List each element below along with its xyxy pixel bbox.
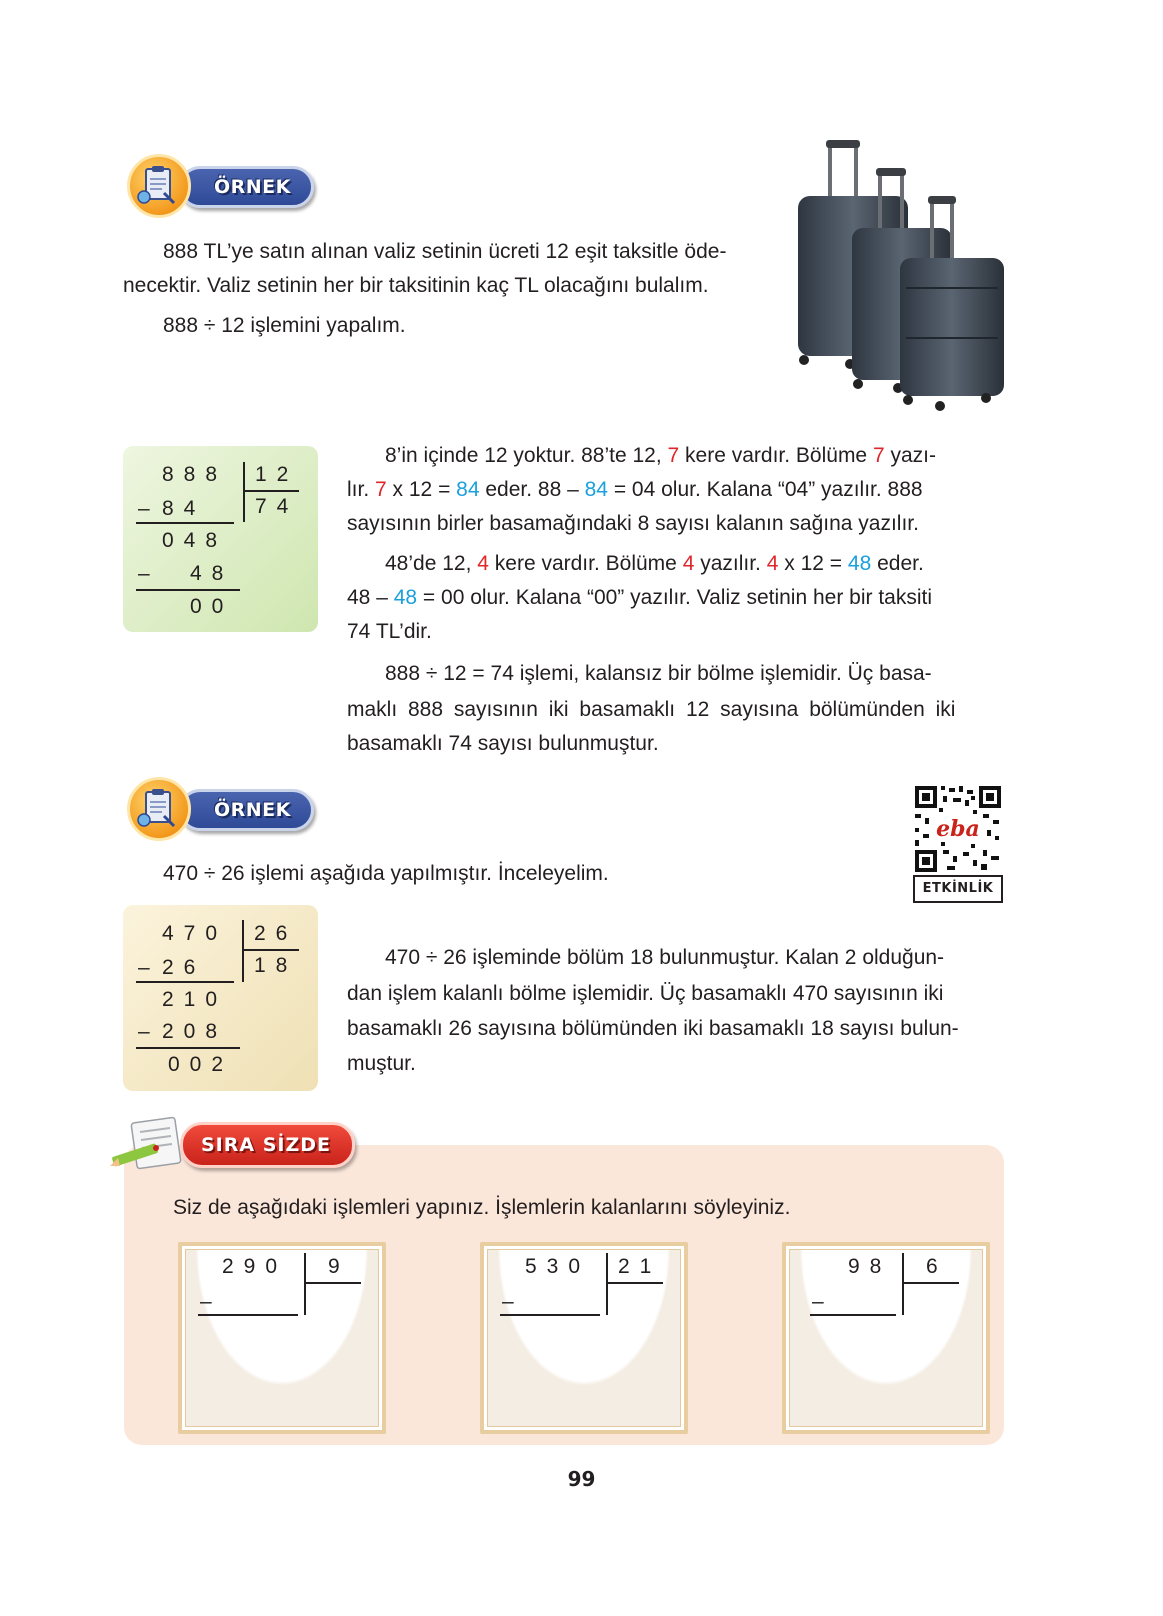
ex2-divisor-line	[607, 1282, 663, 1284]
explanation1-p3-line2: maklı 888 sayısının iki basamaklı 12 sayısına bölümünden iki	[347, 698, 956, 721]
ex1-vertical-bar	[304, 1253, 306, 1315]
red-number: 4	[477, 552, 489, 575]
explanation2-line4: muştur.	[347, 1052, 416, 1075]
explanation1-p2-line1	[385, 546, 995, 582]
etkinlik-label: ETKİNLİK	[913, 875, 1003, 903]
ex3-divisor: 6	[926, 1255, 948, 1278]
div1-line-1	[136, 522, 234, 524]
explanation2-line1: 470 ÷ 26 işleminde bölüm 18 bulunmuştur. Kalan 2 olduğun-	[385, 946, 945, 969]
div2-divisor: 26	[254, 922, 298, 945]
qr-code[interactable]	[913, 784, 1003, 874]
div1-step1-rem: 048	[162, 529, 228, 552]
explanation1-p1-line1	[385, 438, 995, 474]
div2-step1-sub: 26	[162, 956, 206, 979]
div2-step2-sub: 208	[162, 1020, 228, 1043]
red-number: 7	[667, 444, 680, 467]
div1-minus-1: –	[138, 497, 160, 520]
text: = 04 olur. Kalana “04” yazılır. 888	[607, 478, 923, 501]
div2-minus-1: –	[138, 956, 160, 979]
blue-number: 48	[847, 552, 872, 575]
text: x 12 =	[778, 552, 848, 575]
example1-line3: 888 ÷ 12 işlemini yapalım.	[163, 314, 406, 337]
div1-divisor-line	[244, 490, 299, 492]
text: yazılır.	[694, 552, 767, 575]
clipboard-icon	[127, 777, 191, 841]
luggage-set-image	[790, 138, 1010, 416]
text: 48 –	[347, 586, 394, 609]
text: kere vardır. Bölüme	[488, 552, 683, 575]
div1-remainder: 00	[190, 595, 234, 618]
red-number: 7	[872, 444, 885, 467]
ex2-vertical-bar	[606, 1253, 608, 1315]
eba-logo: eba	[936, 816, 980, 842]
ex2-sub-line	[500, 1314, 600, 1316]
ornek-badge-1	[127, 154, 317, 218]
explanation1-p1-line2	[347, 472, 997, 508]
ornek-label: ÖRNEK	[214, 176, 291, 198]
text: eder.	[871, 552, 924, 575]
page-number: 99	[567, 1467, 596, 1491]
text: x 12 =	[386, 478, 457, 501]
explanation1-p2-line2	[347, 580, 997, 616]
blue-number: 84	[584, 478, 608, 501]
ex1-dividend: 290	[222, 1255, 288, 1278]
explanation1-p3-line1: 888 ÷ 12 = 74 işlemi, kalansız bir bölme işlemidir. Üç basa-	[385, 662, 932, 685]
ex2-dividend: 530	[525, 1255, 591, 1278]
text: = 00 olur. Kalana “00” yazılır. Valiz setinin her bir taksiti	[417, 586, 933, 609]
example1-line1: 888 TL’ye satın alınan valiz setinin ücreti 12 eşit taksitle öde-	[163, 240, 727, 263]
ex3-divisor-line	[903, 1282, 959, 1284]
div2-line-1	[136, 981, 234, 983]
div2-divisor-line	[243, 949, 299, 951]
text: lır.	[347, 478, 376, 501]
div2-minus-2: –	[138, 1020, 160, 1043]
explanation1-p1-line3: sayısının birler basamağındaki 8 sayısı kalanın sağına yazılır.	[347, 512, 919, 535]
div1-step2-sub: 48	[190, 562, 234, 585]
div1-dividend: 888	[162, 463, 228, 486]
div2-quotient: 18	[254, 954, 298, 977]
div1-step1-sub: 84	[162, 497, 206, 520]
div2-line-2	[136, 1047, 240, 1049]
div1-divisor: 12	[255, 463, 299, 486]
text: eder. 88 –	[479, 478, 585, 501]
explanation1-p3-line3: basamaklı 74 sayısı bulunmuştur.	[347, 732, 659, 755]
example2-intro: 470 ÷ 26 işlemi aşağıda yapılmıştır. İnceleyelim.	[163, 862, 609, 885]
ex1-sub-line	[198, 1314, 298, 1316]
ex3-sub-line	[810, 1314, 896, 1316]
ex1-divisor-line	[305, 1282, 361, 1284]
text: 48’de 12,	[385, 552, 478, 575]
div2-step1-rem: 210	[162, 988, 228, 1011]
div2-remainder: 002	[168, 1053, 234, 1076]
div2-dividend: 470	[162, 922, 228, 945]
text: kere vardır. Bölüme	[679, 444, 873, 467]
clipboard-icon	[127, 154, 191, 218]
sira-sizde-label: SIRA SİZDE	[201, 1134, 331, 1156]
red-number: 7	[375, 478, 387, 501]
text: yazı-	[884, 444, 936, 467]
blue-number: 84	[456, 478, 480, 501]
div1-minus-2: –	[138, 562, 160, 585]
red-number: 4	[682, 552, 695, 575]
pencil-paper-icon	[108, 1116, 190, 1178]
red-number: 4	[766, 552, 779, 575]
ex3-vertical-bar	[902, 1253, 904, 1315]
explanation1-p2-line3: 74 TL’dir.	[347, 620, 432, 643]
sira-sizde-badge	[108, 1116, 358, 1178]
explanation2-line3: basamaklı 26 sayısına bölümünden iki basamaklı 18 sayısı bulun-	[347, 1017, 959, 1040]
sira-sizde-tab	[180, 1122, 355, 1168]
ex2-minus: –	[502, 1290, 524, 1313]
div1-vertical-bar	[243, 462, 245, 522]
text: 8’in içinde 12 yoktur. 88’te 12,	[385, 444, 668, 467]
ex3-dividend: 98	[848, 1255, 892, 1278]
div1-line-2	[136, 589, 240, 591]
div2-vertical-bar	[242, 920, 244, 982]
ornek-badge-2	[127, 777, 317, 841]
ex1-minus: –	[200, 1290, 222, 1313]
sira-sizde-instruction: Siz de aşağıdaki işlemleri yapınız. İşlemlerin kalanlarını söyleyiniz.	[173, 1196, 791, 1219]
explanation2-line2: dan işlem kalanlı bölme işlemidir. Üç basamaklı 470 sayısının iki	[347, 982, 944, 1005]
blue-number: 48	[393, 586, 418, 609]
ornek-pill	[179, 166, 314, 208]
ex1-divisor: 9	[328, 1255, 350, 1278]
ornek-label: ÖRNEK	[214, 799, 291, 821]
div1-quotient: 74	[255, 495, 299, 518]
ex2-divisor: 21	[618, 1255, 662, 1278]
example1-line2: necektir. Valiz setinin her bir taksitinin kaç TL olacağını bulalım.	[123, 274, 709, 297]
ex3-minus: –	[812, 1290, 834, 1313]
ornek-pill	[179, 789, 314, 831]
